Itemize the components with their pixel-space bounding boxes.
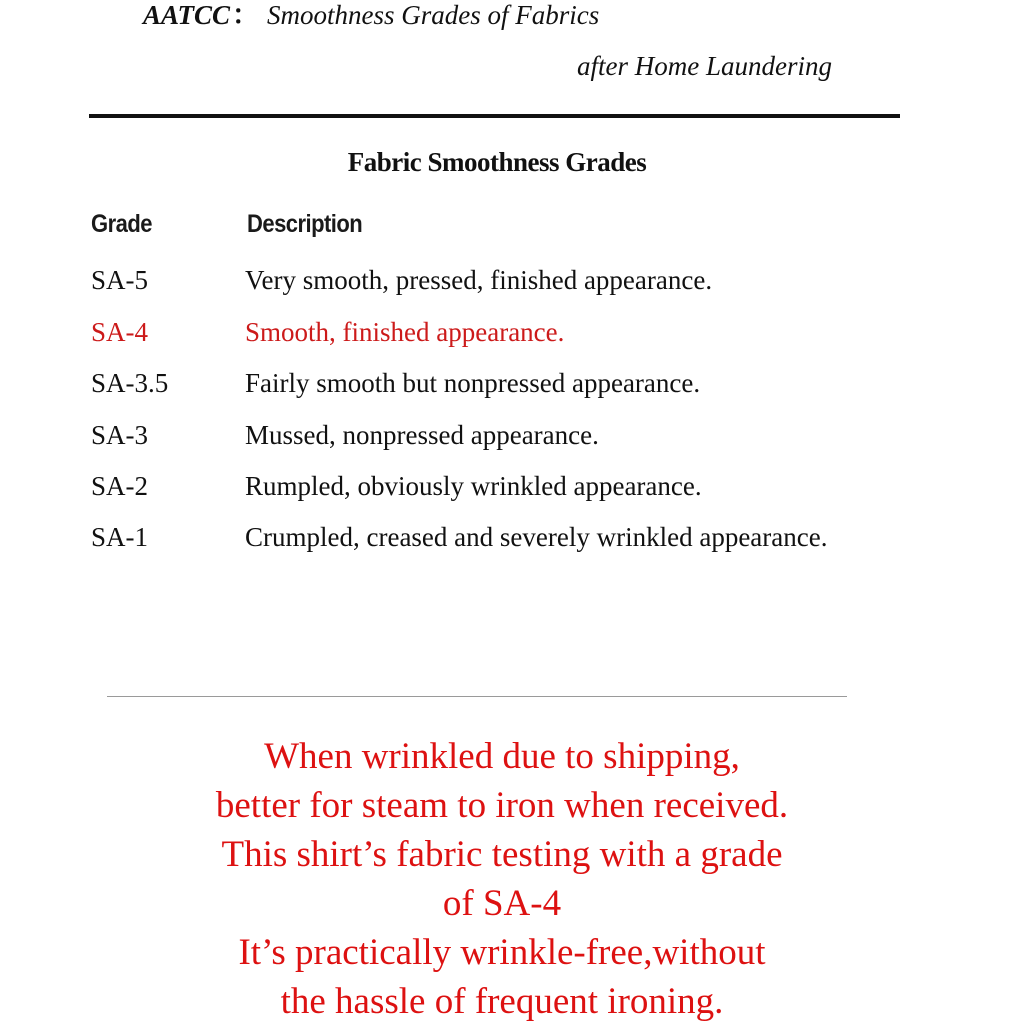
notice-line: better for steam to iron when received.: [215, 785, 789, 826]
grade-cell: SA-4: [91, 317, 149, 347]
title-separator: ：: [232, 0, 260, 30]
description-cell: Mussed, nonpressed appearance.: [245, 420, 599, 450]
title-text-line1: Smoothness Grades of Fabrics: [267, 0, 600, 30]
table-row: [0, 466, 1024, 506]
grade-cell: SA-3.5: [91, 368, 169, 398]
notice-line: of SA-4: [442, 883, 562, 924]
description-cell: Smooth, finished appearance.: [245, 317, 565, 347]
notice-line: When wrinkled due to shipping,: [264, 736, 740, 777]
header-divider: [89, 114, 900, 118]
section-divider: [107, 696, 847, 697]
grade-cell: SA-1: [91, 522, 149, 552]
grade-cell: SA-5: [91, 265, 149, 295]
notice-line: the hassle of frequent ironing.: [280, 981, 724, 1022]
table-row: [0, 517, 1024, 557]
description-cell: Very smooth, pressed, finished appearance.: [245, 265, 713, 295]
table-row-highlighted: [0, 312, 1024, 352]
column-header-grade: Grade: [91, 210, 152, 238]
brand-name: AATCC: [143, 0, 231, 30]
notice-line: This shirt’s fabric testing with a grade: [221, 834, 783, 875]
table-row: [0, 260, 1024, 300]
title-text-line2: after Home Laundering: [577, 51, 832, 81]
description-cell: Fairly smooth but nonpressed appearance.: [245, 368, 701, 398]
notice-line: It’s practically wrinkle-free,without: [238, 932, 766, 973]
description-cell: Crumpled, creased and severely wrinkled appearance.: [245, 522, 828, 552]
care-notice: [0, 732, 1004, 1026]
table-row: [0, 363, 1024, 403]
document-title: [143, 0, 599, 30]
column-header-description: Description: [247, 210, 363, 238]
grade-cell: SA-3: [91, 420, 149, 450]
grade-cell: SA-2: [91, 471, 149, 501]
table-title: Fabric Smoothness Grades: [347, 147, 647, 177]
description-cell: Rumpled, obviously wrinkled appearance.: [245, 471, 702, 501]
table-row: [0, 415, 1024, 455]
